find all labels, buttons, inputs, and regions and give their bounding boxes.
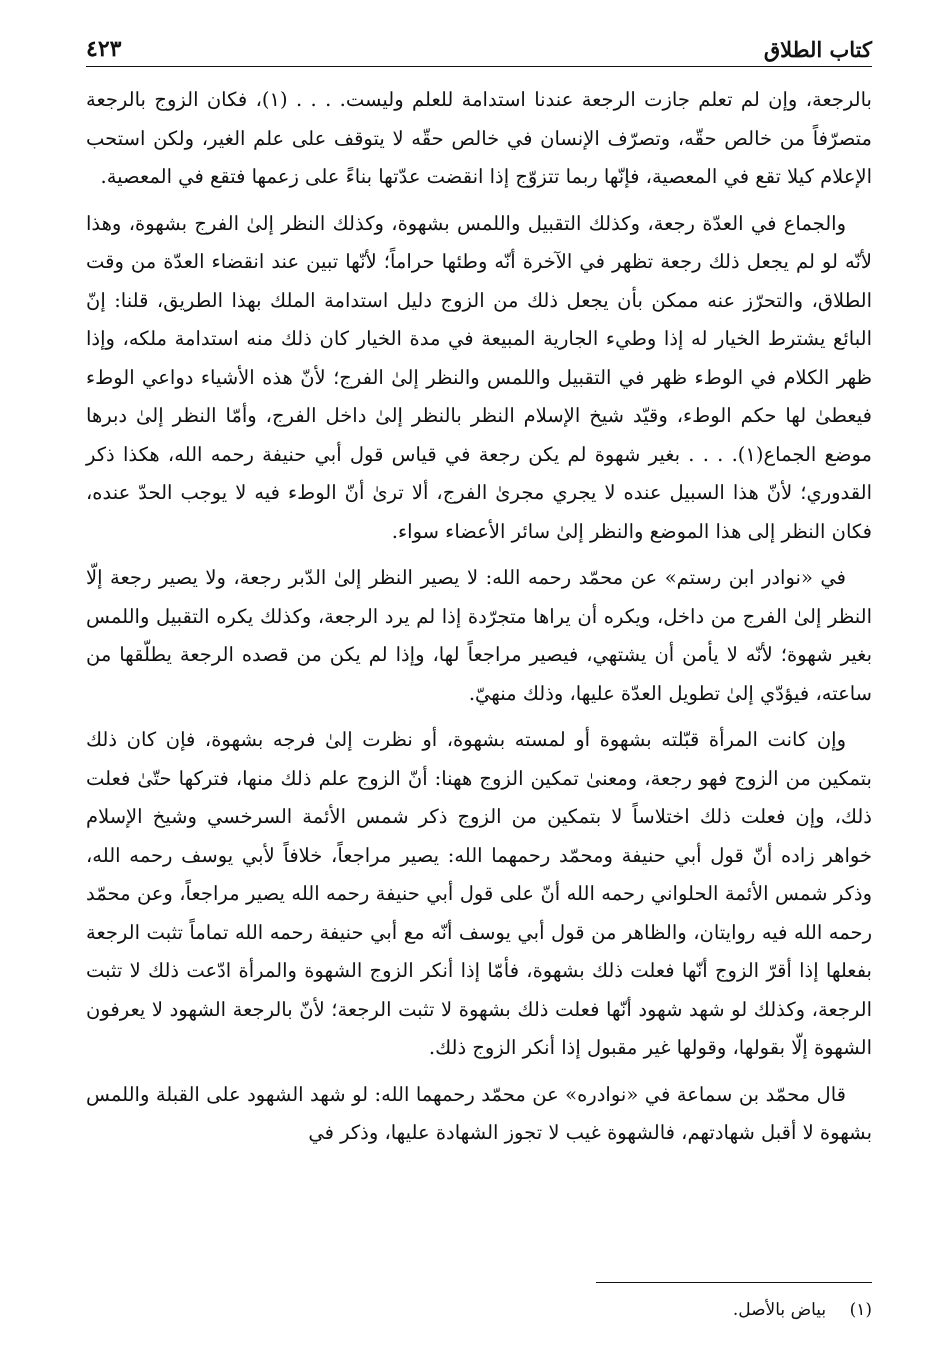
paragraph-3: في «نوادر ابن رستم» عن محمّد رحمه الله: لا يصير النظر إلىٰ الدّبر رجعة، ولا يصير رجعة إلّا النظر إلىٰ الفرج من داخل، ويكره أن يراها متجرّدة إذا لم يرد الرجعة، وكذلك يكره التقبيل واللمس بغير شهوة؛ لأنّه لا يأمن أن يشتهي، فيصير مراجعاً لها، وإذا لم يكن من قصده الرجعة يطلّقها من ساعته، فيؤدّي إلىٰ تطويل العدّة عليها، وذلك منهيّ. [86, 566, 872, 705]
footnote [733, 1300, 872, 1320]
footnote-marker: (١) [849, 1300, 872, 1320]
footnote-text: بياض بالأصل. [732, 1300, 827, 1320]
paragraph-5: قال محمّد بن سماعة في «نوادره» عن محمّد رحمهما الله: لو شهد الشهود على القبلة واللمس بشهوة لا أقبل شهادتهم، فالشهوة غيب لا تجوز الشهادة عليها، وذكر في [86, 1082, 872, 1144]
paragraph-4: وإن كانت المرأة قبّلته بشهوة أو لمسته بشهوة، أو نظرت إلىٰ فرجه بشهوة، فإن كان ذلك بتمكين من الزوج فهو رجعة، ومعنىٰ تمكين الزوج ههنا: أنّ الزوج علم ذلك منها، فتركها حتّىٰ فعلت ذلك، وإن فعلت ذلك اختلاساً لا بتمكين من الزوج ذكر شمس الأئمة السرخسي وشيخ الإسلام خواهر زاده أنّ قول أبي حنيفة ومحمّد رحمهما الله: يصير مراجعاً، خلافاً لأبي يوسف رحمه الله، وذكر شمس الأئمة الحلواني رحمه الله أنّ على قول أبي حنيفة رحمه الله يصير مراجعاً، وعن محمّد رحمه الله فيه روايتان، والظاهر من قول أبي يوسف أنّه مع أبي حنيفة رحمه الله تماماً تثبت الرجعة بفعلها إذا أقرّ الزوج أنّها فعلت ذلك بشهوة، فأمّا إذا أنكر الزوج الشهوة والمرأة ادّعت ذلك لا تثبت الرجعة، وكذلك لو شهد شهود أنّها فعلت ذلك بشهوة لا تثبت الرجعة؛ لأنّ بالرجعة الشهود لا يعرفون الشهوة إلّا بقولها، وقولها غير مقبول إذا أنكر الزوج ذلك. [86, 728, 872, 1059]
page-number: ٤٢٣ [86, 36, 122, 62]
running-title: كتاب الطلاق [763, 37, 872, 62]
paragraph-1: بالرجعة، وإن لم تعلم جازت الرجعة عندنا استدامة للعلم وليست. . . . (١)، فكان الزوج بالرجعة متصرّفاً من خالص حقّه، وتصرّف الإنسان في خالص حقّه لا يتوقف على علم الغير، ولكن استحب الإعلام كيلا تقع في المعصية، فإنّها ربما تتزوّج إذا انقضت عدّتها بناءً على زعمها فتقع في المعصية. [86, 88, 872, 188]
book-page [86, 30, 872, 1340]
page-header [86, 30, 872, 67]
footnote-divider [596, 1282, 872, 1283]
paragraph-2: والجماع في العدّة رجعة، وكذلك التقبيل واللمس بشهوة، وكذلك النظر إلىٰ الفرج بشهوة، وهذا لأنّه لو لم يجعل ذلك رجعة تظهر في الآخرة أنّه وطئها حراماً؛ لأنّها تبين عند انقضاء العدّة من وقت الطلاق، والتحرّز عنه ممكن بأن يجعل ذلك من الزوج دليل استدامة الملك بهذا الطريق، قلنا: إنّ البائع يشترط الخيار له إذا وطيء الجارية المبيعة في مدة الخيار كان ذلك منه استدامة ملكه، وإذا ظهر الكلام في الوطء ظهر في التقبيل واللمس والنظر إلىٰ الفرج؛ لأنّ هذه الأشياء دواعي الوطء فيعطىٰ لها حكم الوطء، وقيّد شيخ الإسلام النظر بالنظر إلىٰ داخل الفرج، وأمّا النظر إلىٰ دبرها موضع الجماع(١). . . . بغير شهوة لم يكن رجعة في قياس قول أبي حنيفة رحمه الله، هكذا ذكر القدوري؛ لأنّ هذا السبيل عنده لا يجري مجرىٰ الفرج، ألا ترىٰ أنّ الوطء فيه لا يوجب الحدّ عنده، فكان النظر إلى هذا الموضع والنظر إلىٰ سائر الأعضاء سواء. [86, 211, 873, 543]
body-text [86, 81, 872, 1153]
